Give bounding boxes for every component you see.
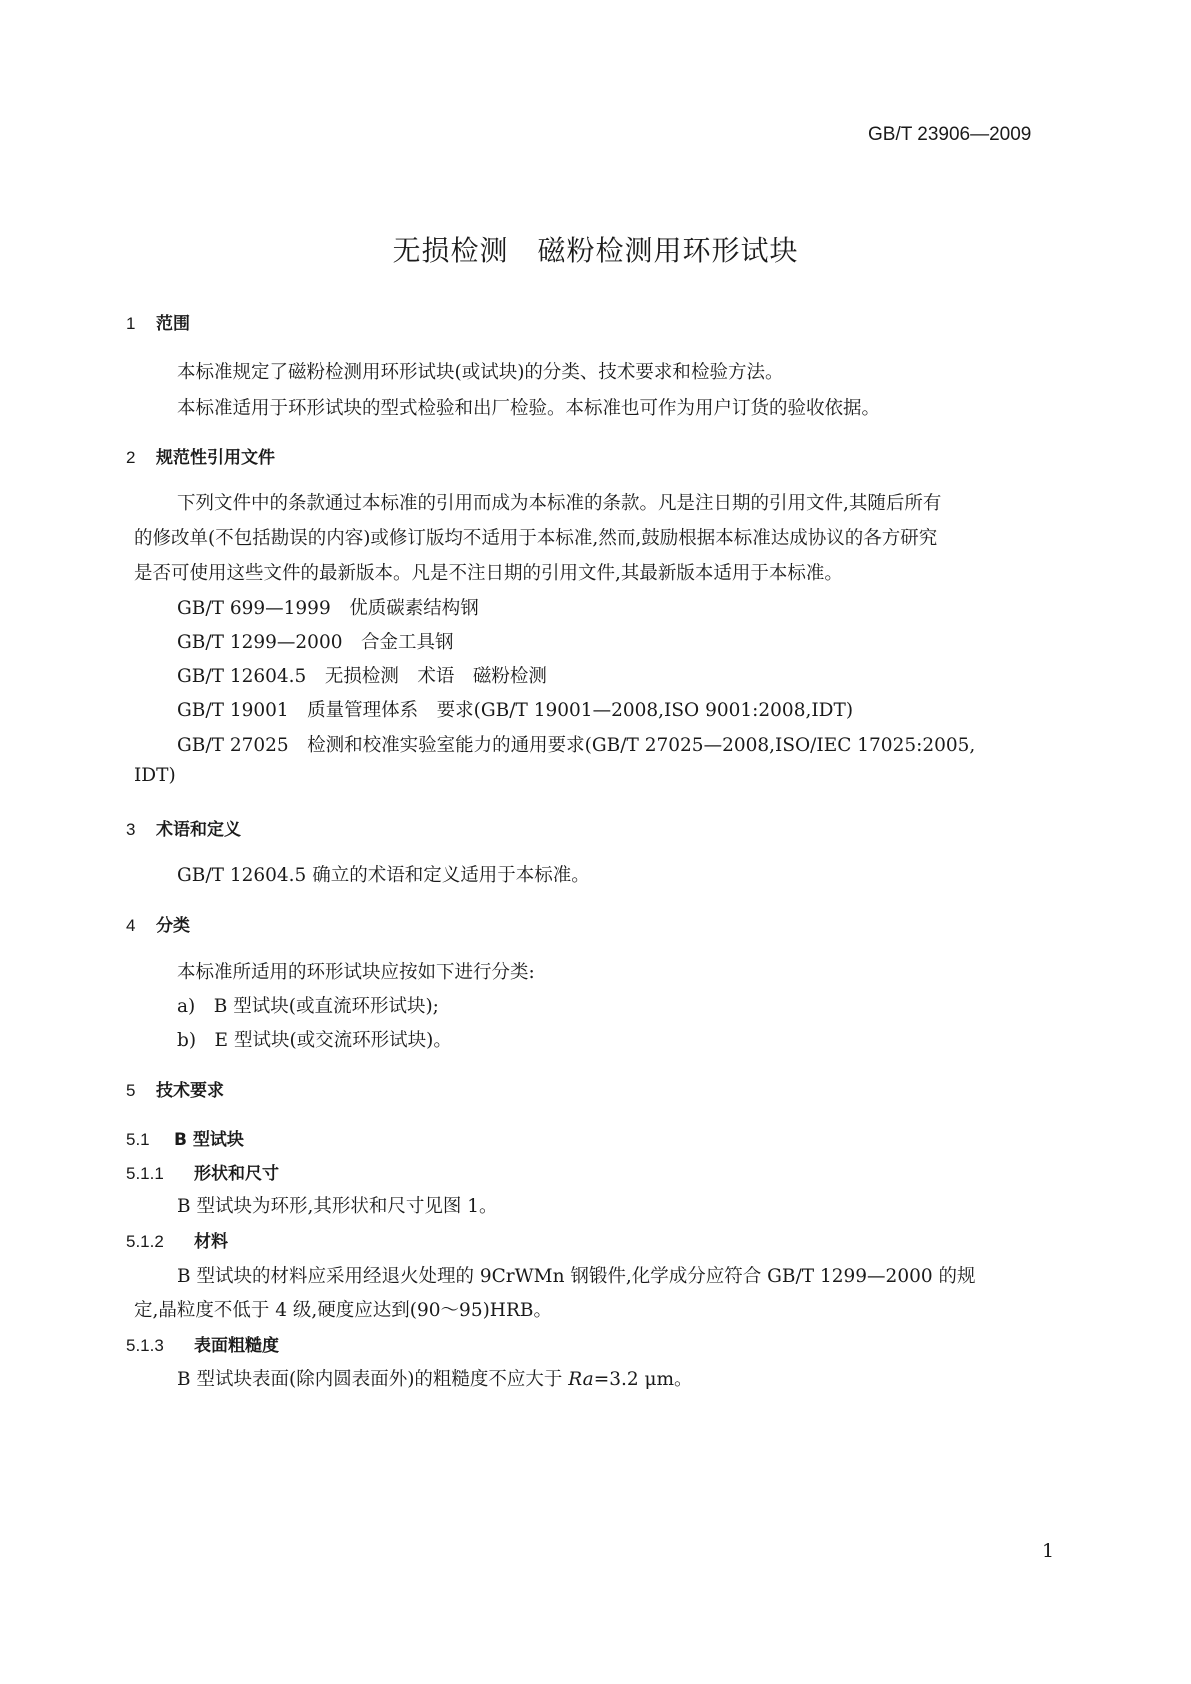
roughness-variable: Ra	[568, 1369, 594, 1390]
section-number: 5	[126, 1081, 136, 1100]
section-number: 5.1	[126, 1130, 150, 1149]
section-number: 5.1.2	[126, 1232, 164, 1251]
list-item: b) E 型试块(或交流环形试块)。	[177, 1030, 452, 1051]
page-number: 1	[1042, 1540, 1055, 1562]
section-title: B 型试块	[174, 1130, 244, 1150]
paragraph-text: =3.2 μm。	[593, 1369, 693, 1390]
paragraph	[177, 1365, 693, 1391]
section-number: 5.1.3	[126, 1336, 164, 1355]
section-title: 形状和尺寸	[194, 1164, 279, 1184]
section-number: 5.1.1	[126, 1164, 164, 1183]
section-2-heading	[126, 443, 275, 468]
subsection-5-1-heading	[126, 1125, 244, 1150]
section-3-heading	[126, 815, 241, 840]
paragraph-text: B 型试块表面(除内圆表面外)的粗糙度不应大于	[177, 1369, 569, 1390]
section-title: 分类	[156, 916, 190, 936]
standard-number: GB/T 23906—2009	[868, 124, 1032, 145]
paragraph: B 型试块为环形,其形状和尺寸见图 1。	[177, 1196, 498, 1217]
section-number: 3	[126, 820, 136, 839]
paragraph: 本标准规定了磁粉检测用环形试块(或试块)的分类、技术要求和检验方法。	[177, 362, 784, 383]
section-title: 技术要求	[156, 1081, 224, 1101]
subsection-5-1-1-heading	[126, 1159, 279, 1184]
section-number: 4	[126, 916, 136, 935]
section-number: 1	[126, 314, 136, 333]
section-4-heading	[126, 911, 190, 936]
paragraph-line: 定,晶粒度不低于 4 级,硬度应达到(90～95)HRB。	[134, 1300, 552, 1321]
paragraph-line: B 型试块的材料应采用经退火处理的 9CrWMn 钢锻件,化学成分应符合 GB/T 1299—2000 的规	[177, 1266, 976, 1287]
section-number: 2	[126, 448, 136, 467]
reference-item: GB/T 1299—2000 合金工具钢	[177, 632, 454, 653]
section-title: 规范性引用文件	[156, 448, 275, 468]
reference-item-continuation: IDT)	[134, 765, 176, 786]
reference-item: GB/T 27025 检测和校准实验室能力的通用要求(GB/T 27025—2008,ISO/IEC 17025:2005,	[177, 735, 976, 756]
subsection-5-1-3-heading	[126, 1331, 279, 1356]
reference-item: GB/T 699—1999 优质碳素结构钢	[177, 598, 479, 619]
reference-item: GB/T 19001 质量管理体系 要求(GB/T 19001—2008,ISO 9001:2008,IDT)	[177, 700, 854, 721]
paragraph: GB/T 12604.5 确立的术语和定义适用于本标准。	[177, 865, 590, 886]
section-5-heading	[126, 1076, 224, 1101]
document-title: 无损检测 磁粉检测用环形试块	[392, 234, 799, 267]
list-item: a) B 型试块(或直流环形试块);	[177, 996, 439, 1017]
section-title: 表面粗糙度	[194, 1336, 279, 1356]
reference-item: GB/T 12604.5 无损检测 术语 磁粉检测	[177, 666, 547, 687]
section-title: 材料	[194, 1232, 228, 1252]
paragraph: 本标准适用于环形试块的型式检验和出厂检验。本标准也可作为用户订货的验收依据。	[177, 398, 881, 419]
paragraph-line: 的修改单(不包括勘误的内容)或修订版均不适用于本标准,然而,鼓励根据本标准达成协议的各方研究	[134, 528, 938, 549]
section-1-heading	[126, 309, 190, 334]
subsection-5-1-2-heading	[126, 1227, 228, 1252]
paragraph: 本标准所适用的环形试块应按如下进行分类:	[177, 962, 535, 983]
paragraph-line: 是否可使用这些文件的最新版本。凡是不注日期的引用文件,其最新版本适用于本标准。	[134, 563, 843, 584]
section-title: 术语和定义	[156, 820, 241, 840]
section-title: 范围	[156, 314, 190, 334]
paragraph-line: 下列文件中的条款通过本标准的引用而成为本标准的条款。凡是注日期的引用文件,其随后所有	[177, 493, 942, 514]
